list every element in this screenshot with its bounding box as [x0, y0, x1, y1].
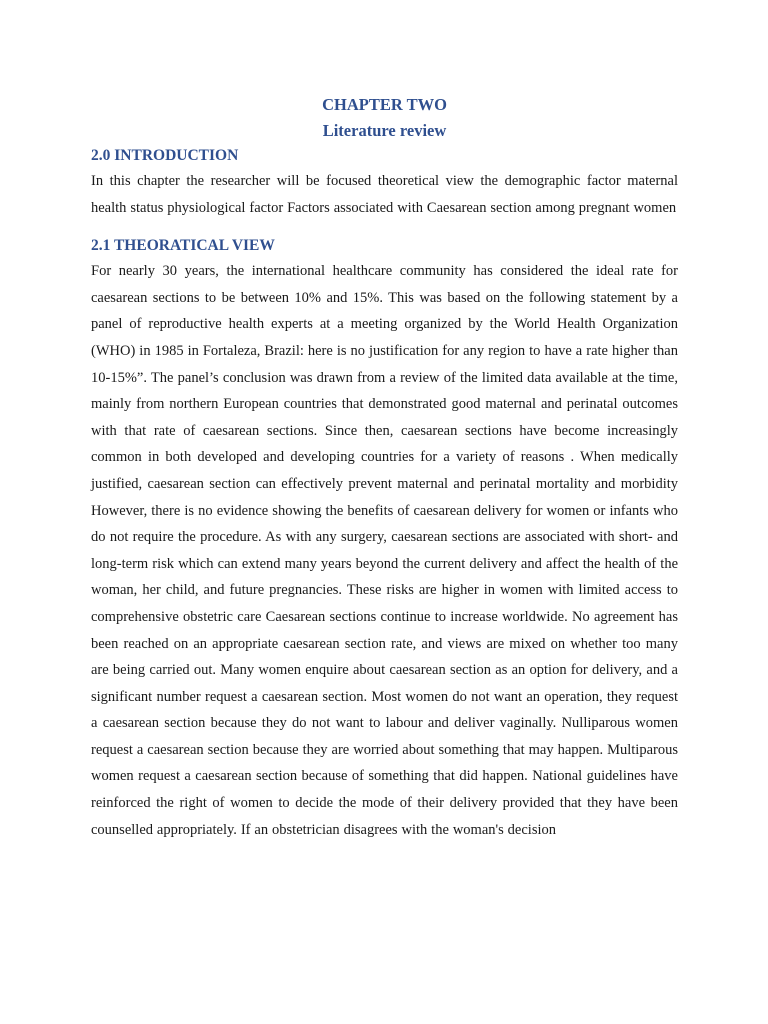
section-body: In this chapter the researcher will be focused theoretical view the demographic factor maternal health status physiological factor Factors associated with Caesarean section among pregnant women — [91, 173, 678, 216]
section-spacer — [91, 221, 678, 234]
section-heading: 2.1 THEORATICAL VIEW — [91, 237, 275, 255]
section-theoretical-view — [91, 234, 678, 843]
section-heading: 2.0 INTRODUCTION — [91, 147, 239, 164]
section-body: For nearly 30 years, the international healthcare community has considered the ideal rate for caesarean sections to be between 10% and 15%. This was based on the following statement by a panel of reproductive health experts at a meeting organized by the World Health Organization (WHO) in 1985 in Fortaleza, Brazil: here is no justification for any region to have a rate higher than 10-15%”. The panel’s conclusion was drawn from a review of the limited data available at the time, mainly from northern European countries that demonstrated good maternal and perinatal outcomes with that rate of caesarean sections. Since then, caesarean sections have become increasingly common in both developed and developing countries for a variety of reasons . When medically justified, caesarean section can effectively prevent maternal and perinatal mortality and morbidity However, there is no evidence showing the benefits of caesarean delivery for women or infants who do not require the procedure. As with any surgery, caesarean sections are associated with short- and long-term risk which can extend many years beyond the current delivery and affect the health of the woman, her child, and future pregnancies. These risks are higher in women with limited access to comprehensive obstetric care Caesarean sections continue to increase worldwide. No agreement has been reached on an appropriate caesarean section rate, and views are mixed on whether too many are being carried out. Many women enquire about caesarean section as an option for delivery, and a significant number request a caesarean section. Most women do not want an operation, they request a caesarean section because they do not want to labour and deliver vaginally. Nulliparous women request a caesarean section because they are worried about something that may happen. Multiparous women request a caesarean section because of something that did happen. National guidelines have reinforced the right of women to decide the mode of their delivery provided that they have been counselled appropriately. If an obstetrician disagrees with the woman's decision — [91, 263, 678, 838]
chapter-subtitle: Literature review — [322, 121, 447, 140]
section-introduction — [91, 144, 678, 221]
document-page — [91, 92, 678, 843]
chapter-title: CHAPTER TWO — [322, 95, 447, 114]
